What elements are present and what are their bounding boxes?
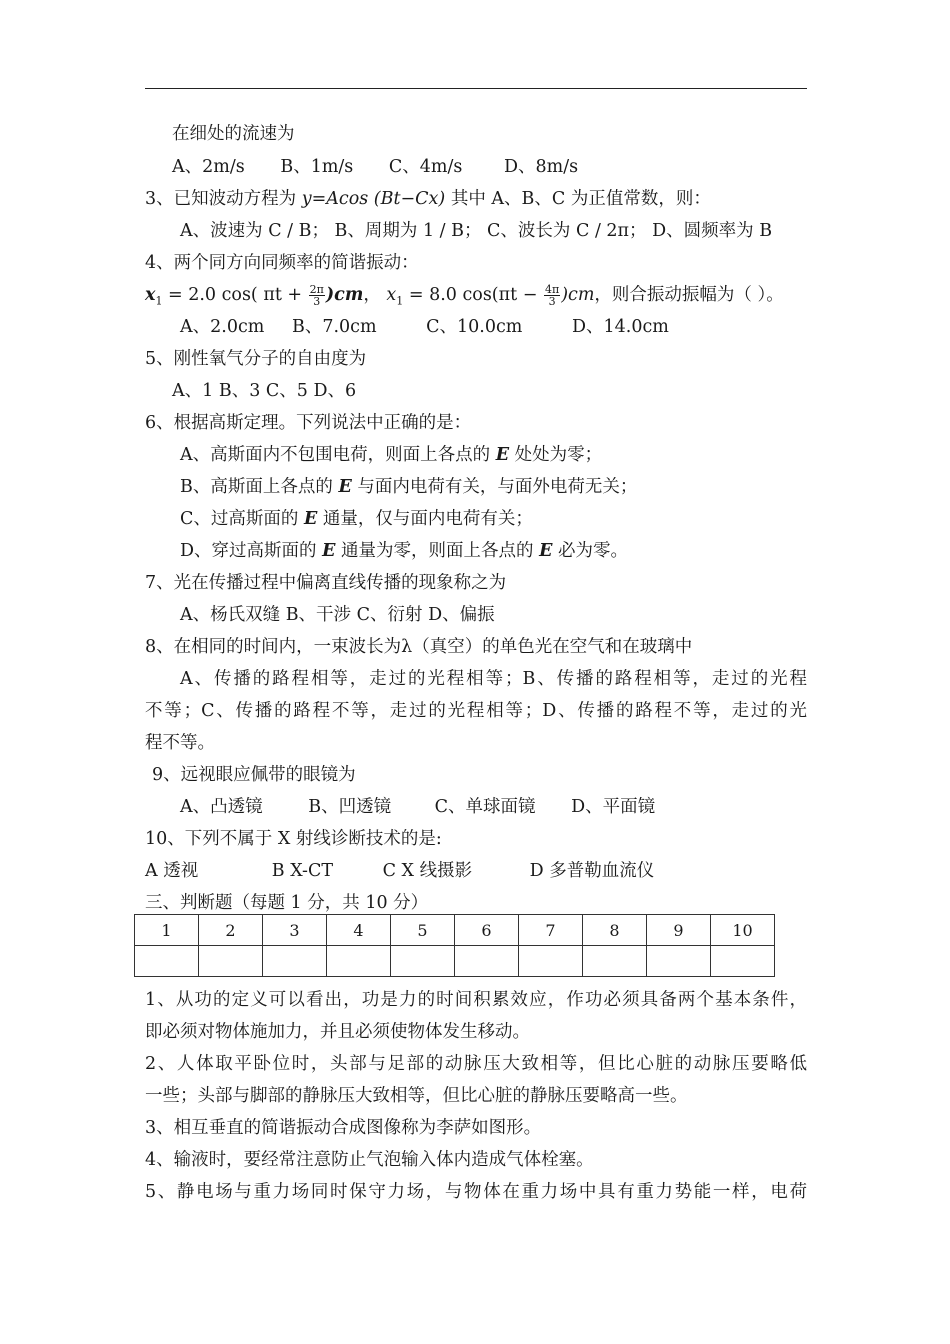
q9-options: A、凸透镜 B、凹透镜 C、单球面镜 D、平面镜 <box>180 797 656 817</box>
answer-cell <box>647 946 711 977</box>
answer-table-blank-row <box>135 946 775 977</box>
q2-option-a: A、2m/s <box>172 157 245 177</box>
answer-number: 10 <box>711 915 775 946</box>
q3-options: A、波速为 C / B； B、周期为 1 / B； C、波长为 C / 2π； D、圆频率为 B <box>180 221 773 241</box>
q4-equations: $x_1 = 2.0$ cos( πt + $\frac{2\pi}{3}$ )cm， $x_1 = 8.0$ cos(πt − $\frac{4\pi}{3}$ )cm，则合振动振幅为（ ）。 <box>145 283 784 308</box>
continued-line: 在细处的流速为 <box>172 124 295 144</box>
answer-number: 1 <box>135 915 199 946</box>
q3-stem: 3、已知波动方程为 y=Acos (Bt−Cx) 其中 A、B、C 为正值常数，则： <box>145 189 711 209</box>
q7-stem: 7、光在传播过程中偏离直线传播的现象称之为 <box>145 573 507 593</box>
answer-cell <box>519 946 583 977</box>
tf-4: 4、输液时，要经常注意防止气泡输入体内造成气体栓塞。 <box>145 1150 594 1170</box>
tf-2-line2: 一些；头部与脚部的静脉压大致相等，但比心脏的静脉压要略高一些。 <box>145 1086 688 1106</box>
q10-options: A 透视 B X-CT C X 线摄影 D 多普勒血流仪 <box>145 861 655 881</box>
q6-option-c: C、过高斯面的 E 通量，仅与面内电荷有关； <box>180 509 533 529</box>
q10-stem: 10、下列不属于 X 射线诊断技术的是: <box>145 829 442 849</box>
tf-5: 5、静电场与重力场同时保守力场，与物体在重力场中具有重力势能一样，电荷 <box>145 1182 807 1202</box>
q6-option-b: B、高斯面上各点的 E 与面内电荷有关，与面外电荷无关； <box>180 477 638 497</box>
answer-table-header <box>135 915 775 946</box>
q9-stem: 9、远视眼应佩带的眼镜为 <box>152 765 356 785</box>
q2-option-d: D、8m/s <box>503 157 579 177</box>
answer-number: 6 <box>455 915 519 946</box>
q4-eq1-fraction: $\frac{2\pi}{3}$ <box>309 283 324 308</box>
tf-1-line1: 1、从功的定义可以看出，功是力的时间积累效应，作功必须具备两个基本条件， <box>145 990 807 1010</box>
q6-option-a: A、高斯面内不包围电荷，则面上各点的 E 处处为零； <box>180 445 603 465</box>
answer-cell <box>455 946 519 977</box>
answer-cell <box>391 946 455 977</box>
q5-stem: 5、刚性氧气分子的自由度为 <box>145 349 367 369</box>
q8-options-line2: 不等；C、传播的路程不等，走过的光程相等；D、传播的路程不等，走过的光 <box>145 701 807 721</box>
answer-cell <box>711 946 775 977</box>
q4-options: A、2.0cm B、7.0cm C、10.0cm D、14.0cm <box>180 317 669 337</box>
answer-cell <box>583 946 647 977</box>
answer-table <box>134 914 775 977</box>
q6-stem: 6、根据高斯定理。下列说法中正确的是： <box>145 413 472 433</box>
tf-2-line1: 2、人体取平卧位时，头部与足部的动脉压大致相等，但比心脏的动脉压要略低 <box>145 1054 807 1074</box>
q5-options: A、1 B、3 C、5 D、6 <box>172 381 357 401</box>
q6-option-d: D、穿过高斯面的 E 通量为零，则面上各点的 E 必为零。 <box>180 541 628 561</box>
answer-number: 5 <box>391 915 455 946</box>
q2-option-b: B、1m/s <box>280 157 354 177</box>
answer-number: 8 <box>583 915 647 946</box>
answer-cell <box>135 946 199 977</box>
q3-equation: y=Acos (Bt−Cx) <box>301 189 446 209</box>
answer-cell <box>263 946 327 977</box>
answer-number: 7 <box>519 915 583 946</box>
q8-options-line3: 程不等。 <box>145 733 215 753</box>
section-3-title: 三、判断题（每题 1 分，共 10 分） <box>145 893 429 913</box>
q4-stem: 4、两个同方向同频率的简谐振动： <box>145 253 419 273</box>
q7-options: A、杨氏双缝 B、干涉 C、衍射 D、偏振 <box>180 605 495 625</box>
q8-stem: 8、在相同的时间内，一束波长为λ（真空）的单色光在空气和在玻璃中 <box>145 637 693 657</box>
answer-number: 4 <box>327 915 391 946</box>
tf-3: 3、相互垂直的简谐振动合成图像称为李萨如图形。 <box>145 1118 542 1138</box>
q2-options <box>172 155 807 179</box>
answer-number: 3 <box>263 915 327 946</box>
answer-cell <box>327 946 391 977</box>
answer-number: 9 <box>647 915 711 946</box>
header-rule <box>145 88 807 89</box>
q4-eq2-fraction: $\frac{4\pi}{3}$ <box>544 283 560 308</box>
answer-cell <box>199 946 263 977</box>
q8-options-line1: A、传播的路程相等，走过的光程相等；B、传播的路程相等，走过的光程 <box>180 669 807 689</box>
answer-number: 2 <box>199 915 263 946</box>
tf-1-line2: 即必须对物体施加力，并且必须使物体发生移动。 <box>145 1022 530 1042</box>
q2-option-c: C、4m/s <box>388 157 463 177</box>
